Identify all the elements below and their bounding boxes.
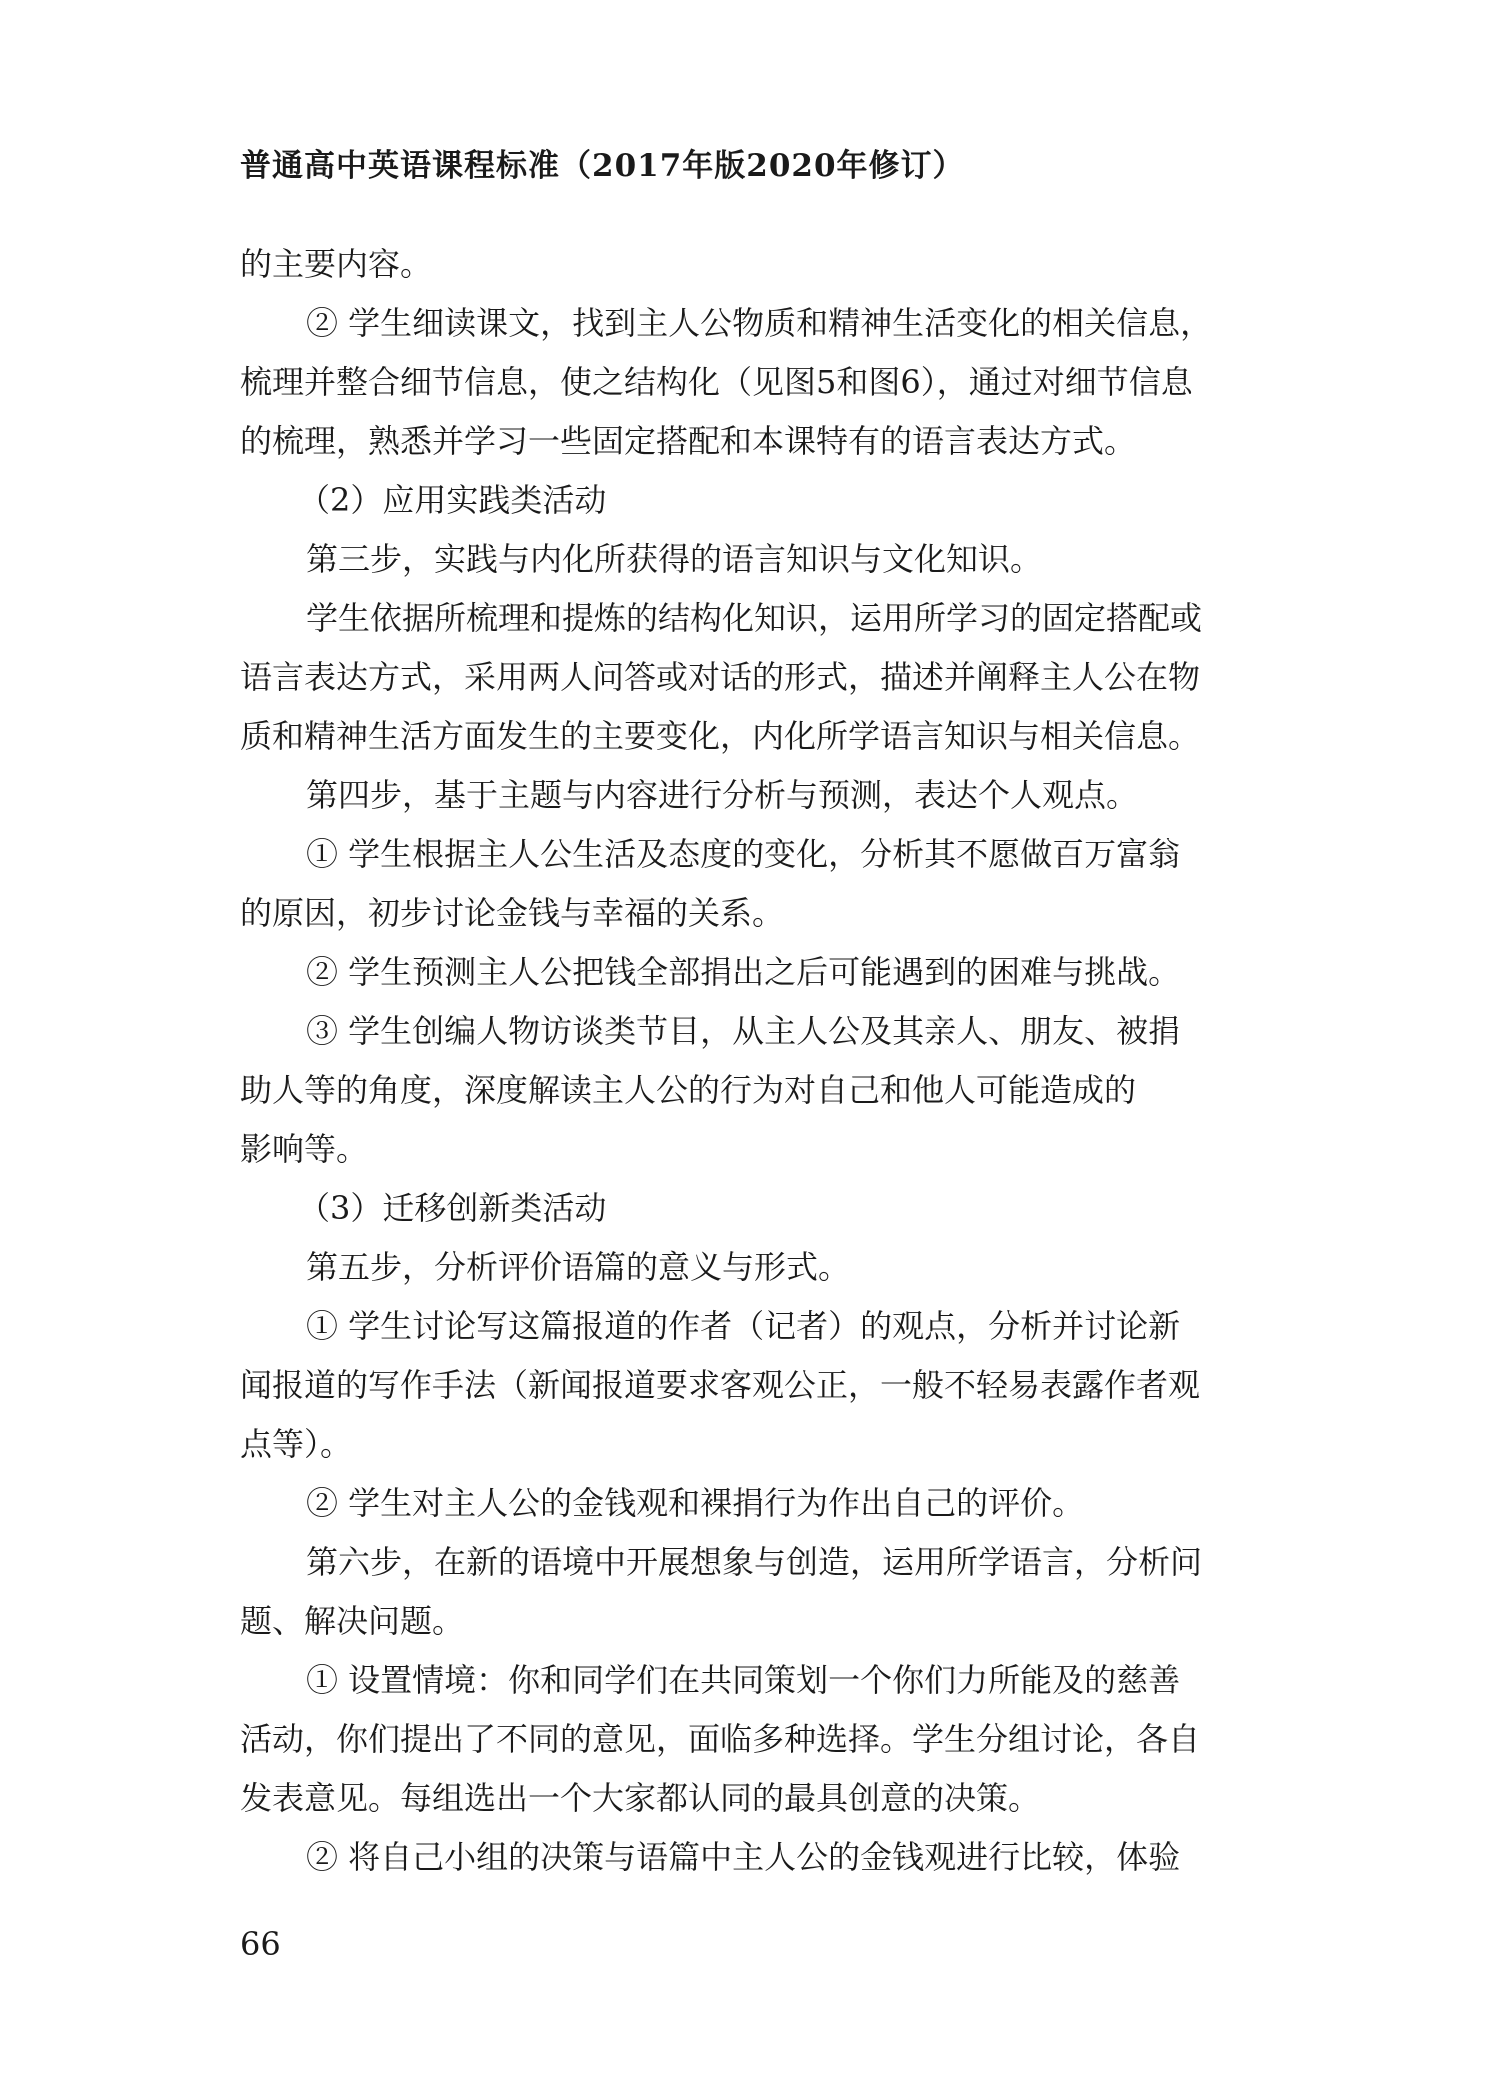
body-line: 第四步，基于主题与内容进行分析与预测，表达个人观点。 — [306, 776, 1139, 814]
body-line: 点等）。 — [240, 1425, 353, 1463]
body-line: ② 将自己小组的决策与语篇中主人公的金钱观进行比较，体验 — [306, 1838, 1181, 1876]
body-line: 第五步，分析评价语篇的意义与形式。 — [306, 1248, 851, 1286]
body-line: 的原因，初步讨论金钱与幸福的关系。 — [240, 894, 785, 932]
body-line: 助人等的角度，深度解读主人公的行为对自己和他人可能造成的 — [240, 1071, 1137, 1109]
body-line: 语言表达方式，采用两人问答或对话的形式，描述并阐释主人公在物 — [240, 658, 1201, 696]
body-line: ③ 学生创编人物访谈类节目，从主人公及其亲人、朋友、被捐 — [306, 1012, 1181, 1050]
page-header-title: 普通高中英语课程标准（2017年版2020年修订） — [240, 148, 965, 184]
body-line: 学生依据所梳理和提炼的结构化知识，运用所学习的固定搭配或 — [306, 599, 1203, 637]
body-line: ② 学生预测主人公把钱全部捐出之后可能遇到的困难与挑战。 — [306, 953, 1181, 991]
body-line: ① 学生讨论写这篇报道的作者（记者）的观点，分析并讨论新 — [306, 1307, 1181, 1345]
section-heading: （3）迁移创新类活动 — [298, 1189, 607, 1227]
body-line: 的主要内容。 — [240, 245, 433, 283]
body-line: 发表意见。每组选出一个大家都认同的最具创意的决策。 — [240, 1779, 1041, 1817]
body-line: ② 学生细读课文，找到主人公物质和精神生活变化的相关信息， — [306, 304, 1213, 342]
page-number: 66 — [240, 1925, 281, 1963]
body-line: ① 学生根据主人公生活及态度的变化，分析其不愿做百万富翁 — [306, 835, 1181, 873]
body-line: 活动，你们提出了不同的意见，面临多种选择。学生分组讨论，各自 — [240, 1720, 1201, 1758]
body-line: 题、解决问题。 — [240, 1602, 465, 1640]
body-line: ② 学生对主人公的金钱观和裸捐行为作出自己的评价。 — [306, 1484, 1085, 1522]
body-line: 闻报道的写作手法（新闻报道要求客观公正，一般不轻易表露作者观 — [240, 1366, 1201, 1404]
body-line: 第三步，实践与内化所获得的语言知识与文化知识。 — [306, 540, 1043, 578]
body-line: 第六步，在新的语境中开展想象与创造，运用所学语言，分析问 — [306, 1543, 1203, 1581]
body-line: 梳理并整合细节信息，使之结构化（见图5和图6），通过对细节信息 — [240, 363, 1193, 401]
body-line: 的梳理，熟悉并学习一些固定搭配和本课特有的语言表达方式。 — [240, 422, 1137, 460]
body-line: 质和精神生活方面发生的主要变化，内化所学语言知识与相关信息。 — [240, 717, 1201, 755]
body-line: 影响等。 — [240, 1130, 369, 1168]
body-line: ① 设置情境：你和同学们在共同策划一个你们力所能及的慈善 — [306, 1661, 1181, 1699]
section-heading: （2）应用实践类活动 — [298, 481, 607, 519]
